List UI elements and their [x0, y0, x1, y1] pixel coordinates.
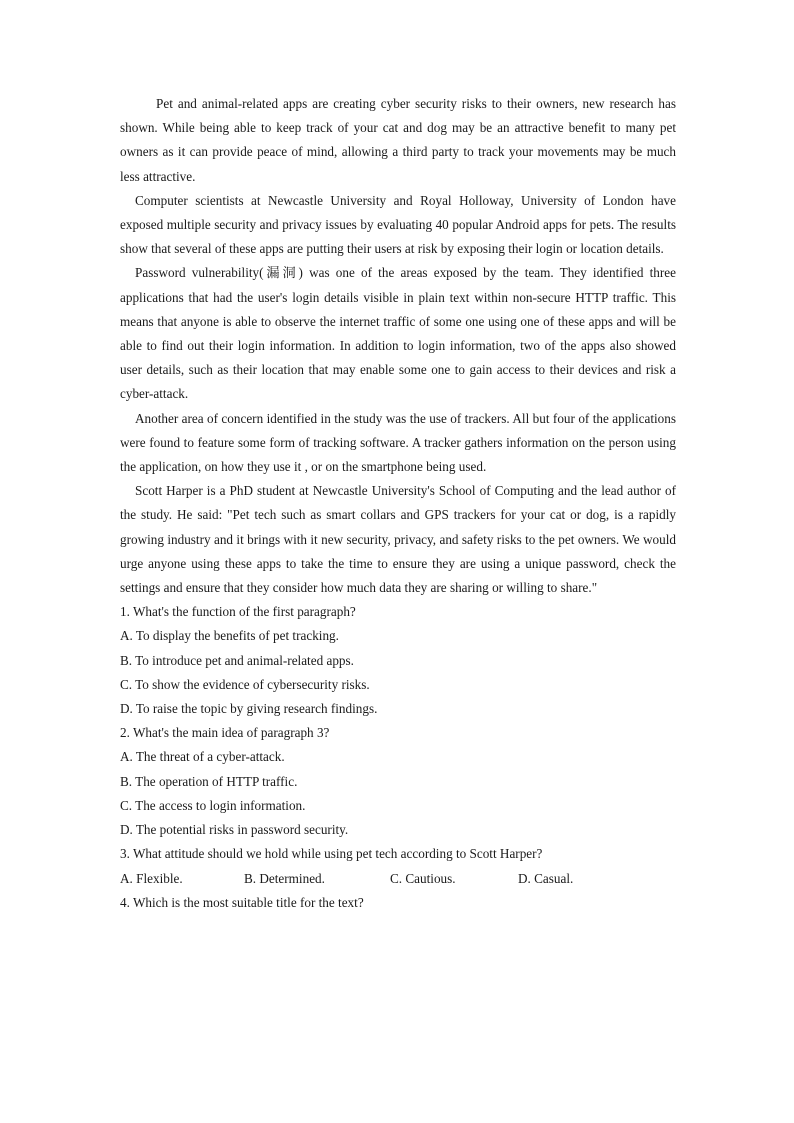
question-2 [120, 721, 676, 842]
question-stem: 3. What attitude should we hold while using pet tech according to Scott Harper? [120, 846, 543, 862]
answer-option-c: C. The access to login information. [120, 797, 306, 813]
answer-option-a: A. Flexible. [120, 870, 183, 886]
answer-option-a: A. The threat of a cyber-attack. [120, 749, 285, 765]
document-page [120, 92, 676, 915]
passage-paragraph-3: Password vulnerability(漏洞) was one of the areas exposed by the team. They identified three applications that had the user's login details visible in plain text within non-secure HTTP traffic. This means that anyone is able to observe the internet traffic of some one using one of these apps and will be able to find out their login information. In addition to login information, two of the apps also showed user details, such as their location that may enable some one to gain access to their devices and risk a cyber-attack. [120, 265, 676, 402]
answer-options-row [120, 867, 676, 891]
passage-paragraph-4: Another area of concern identified in the study was the use of trackers. All but four of the applications were found to feature some form of tracking software. A tracker gathers information on the person using the application, on how they use it , or on the smartphone being used. [120, 410, 676, 475]
question-stem: 1. What's the function of the first paragraph? [120, 604, 356, 620]
answer-option-c: C. To show the evidence of cybersecurity risks. [120, 676, 370, 692]
answer-option-c: C. Cautious. [390, 870, 456, 886]
answer-option-b: B. Determined. [244, 870, 325, 886]
answer-option-d: D. To raise the topic by giving research findings. [120, 701, 378, 717]
question-1 [120, 600, 676, 721]
question-stem: 2. What's the main idea of paragraph 3? [120, 725, 330, 741]
question-4 [120, 891, 676, 915]
answer-option-a: A. To display the benefits of pet tracking. [120, 628, 339, 644]
answer-option-b: B. The operation of HTTP traffic. [120, 773, 298, 789]
answer-option-b: B. To introduce pet and animal-related apps. [120, 652, 354, 668]
passage-paragraph-1: Pet and animal-related apps are creating cyber security risks to their owners, new research has shown. While being able to keep track of your cat and dog may be an attractive benefit to many pet owners as it can provide peace of mind, allowing a third party to track your movements may be much less attractive. [120, 96, 676, 184]
passage-paragraph-5: Scott Harper is a PhD student at Newcastle University's School of Computing and the lead author of the study. He said: "Pet tech such as smart collars and GPS trackers for your cat or dog, is a rapidly growing industry and it brings with it new security, privacy, and safety risks to the pet owners. We would urge anyone using these apps to take the time to ensure they are using a unique password, check the settings and ensure that they consider how much data they are sharing or willing to share." [120, 483, 676, 596]
question-stem: 4. Which is the most suitable title for the text? [120, 894, 364, 910]
answer-option-d: D. Casual. [518, 870, 574, 886]
answer-option-d: D. The potential risks in password security. [120, 822, 349, 838]
question-3 [120, 842, 676, 890]
passage-paragraph-2: Computer scientists at Newcastle University and Royal Holloway, University of London have exposed multiple security and privacy issues by evaluating 40 popular Android apps for pets. The results show that several of these apps are putting their users at risk by exposing their login or location details. [120, 192, 676, 257]
